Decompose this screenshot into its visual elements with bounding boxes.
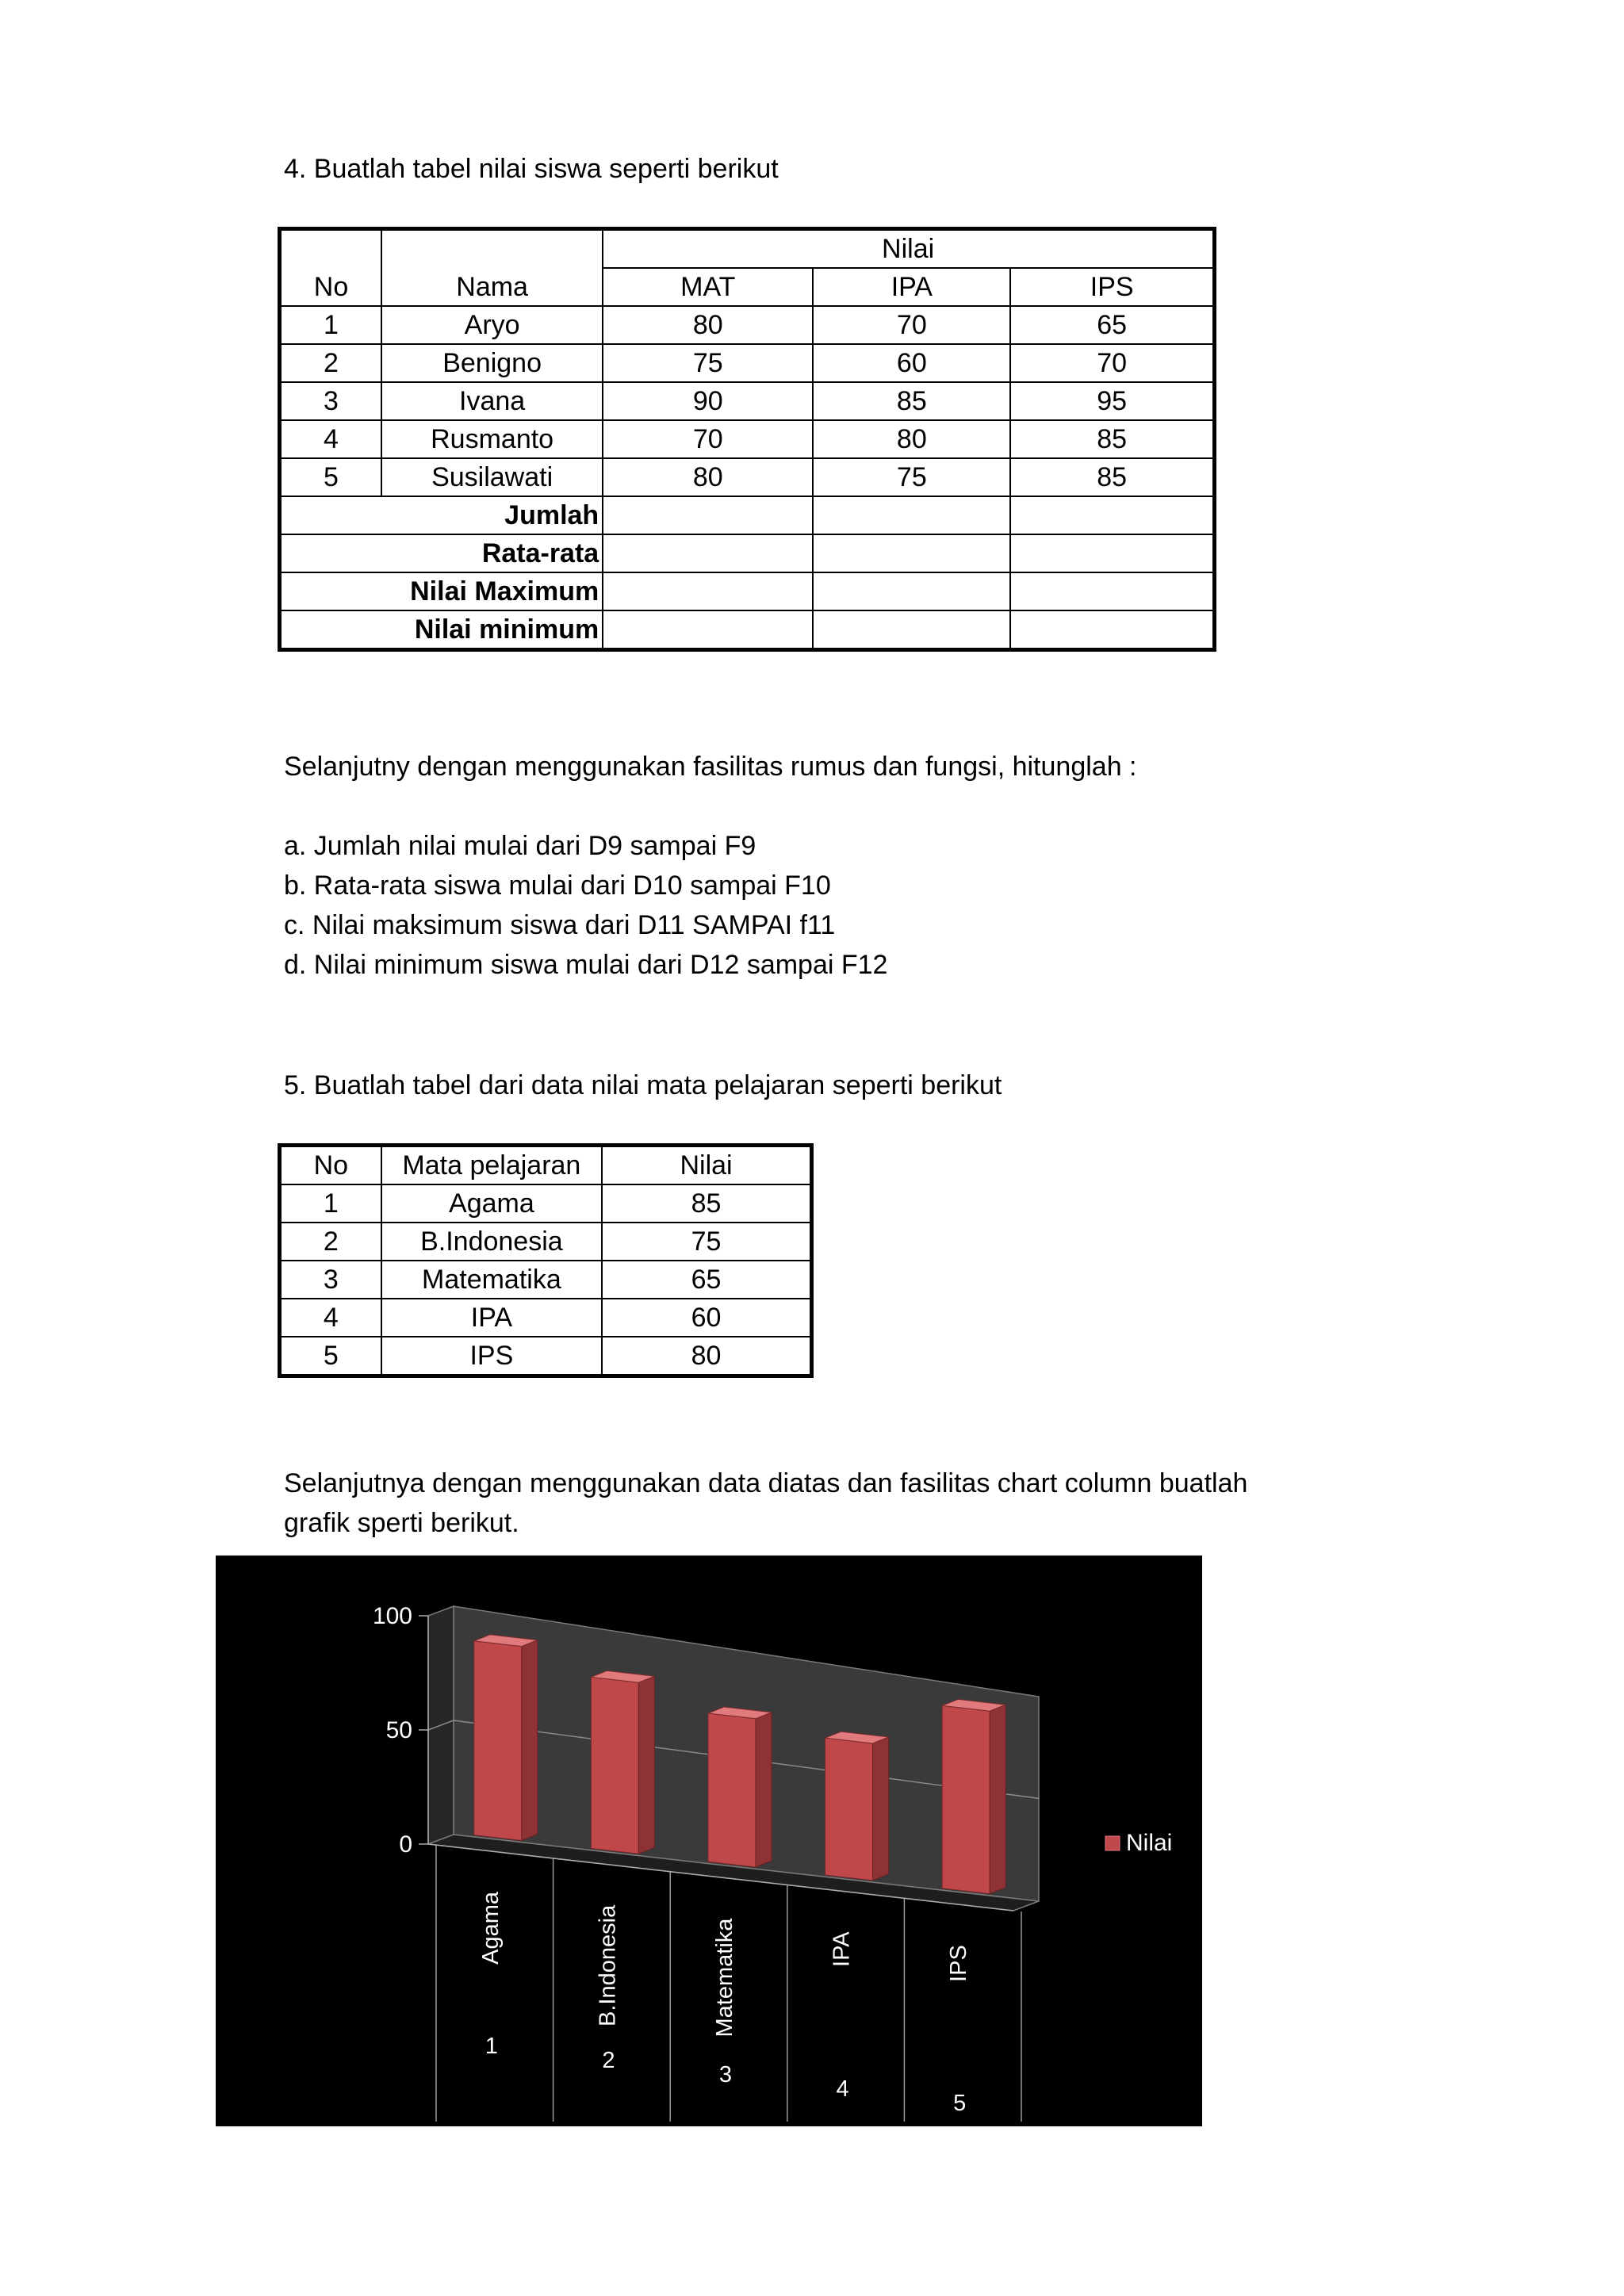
cell-ipa: 85: [813, 382, 1010, 420]
summary-row: [280, 610, 1215, 650]
subject-score-table: [278, 1143, 814, 1378]
bar-side: [990, 1705, 1005, 1893]
cell-nama: Benigno: [381, 344, 603, 382]
bar-front: [591, 1677, 638, 1854]
header-no: No: [280, 268, 382, 306]
cell-ips: 70: [1010, 344, 1214, 382]
bar-side: [873, 1737, 889, 1881]
empty-cell: [813, 572, 1010, 610]
cell-nama: Aryo: [381, 306, 603, 344]
student-score-table: [278, 227, 1216, 652]
empty-cell: [813, 534, 1010, 572]
cell-nilai: 85: [602, 1184, 811, 1223]
header-nama-top: [381, 229, 603, 269]
task4-instruction: Selanjutny dengan menggunakan fasilitas rumus dan fungsi, hitunglah :: [284, 752, 1137, 782]
cell-no: 1: [280, 1184, 381, 1223]
table-row: [280, 1299, 812, 1337]
cell-ipa: 60: [813, 344, 1010, 382]
cell-no: 2: [280, 1223, 381, 1261]
cell-no: 3: [280, 1261, 381, 1299]
empty-cell: [603, 534, 813, 572]
cell-mat: 90: [603, 382, 813, 420]
bar-side: [522, 1640, 538, 1841]
task5-heading: 5. Buatlah tabel dari data nilai mata pelajaran seperti berikut: [284, 1070, 1002, 1100]
summary-label: Rata-rata: [280, 534, 603, 572]
category-number: 2: [602, 2048, 615, 2073]
category-label: Agama: [477, 1891, 504, 1965]
empty-cell: [603, 496, 813, 534]
empty-cell: [813, 496, 1010, 534]
table-row: [280, 344, 1215, 382]
header-mapel: Mata pelajaran: [381, 1146, 602, 1185]
table-row: [280, 1261, 812, 1299]
table-row: [280, 306, 1215, 344]
category-label: B.Indonesia: [595, 1904, 621, 2026]
summary-row: [280, 496, 1215, 534]
table-row: [280, 458, 1215, 496]
cell-nilai: 60: [602, 1299, 811, 1337]
category-label: IPA: [829, 1931, 855, 1967]
y-tick-label: 100: [372, 1603, 412, 1629]
cell-ips: 85: [1010, 420, 1214, 458]
empty-cell: [1010, 610, 1214, 650]
cell-nilai: 65: [602, 1261, 811, 1299]
cell-mapel: B.Indonesia: [381, 1223, 602, 1261]
header-subject: IPS: [1010, 268, 1214, 306]
chart-svg: [216, 1556, 1202, 2126]
task4-heading: 4. Buatlah tabel nilai siswa seperti berikut: [284, 154, 779, 184]
cell-mapel: Matematika: [381, 1261, 602, 1299]
cell-ips: 95: [1010, 382, 1214, 420]
cell-mapel: IPA: [381, 1299, 602, 1337]
task4-item: a. Jumlah nilai mulai dari D9 sampai F9: [284, 831, 756, 861]
cell-ips: 85: [1010, 458, 1214, 496]
column-chart: [216, 1556, 1202, 2126]
cell-nama: Ivana: [381, 382, 603, 420]
bar-side: [638, 1676, 654, 1854]
category-number: 1: [485, 2034, 498, 2059]
cell-mat: 70: [603, 420, 813, 458]
empty-cell: [603, 610, 813, 650]
category-number: 5: [953, 2091, 967, 2116]
task4-item: c. Nilai maksimum siswa dari D11 SAMPAI f11: [284, 910, 836, 940]
cell-no: 5: [280, 1337, 381, 1376]
cell-ips: 65: [1010, 306, 1214, 344]
cell-no: 4: [280, 1299, 381, 1337]
header-nilai: Nilai: [603, 229, 1214, 269]
table-row: [280, 420, 1215, 458]
summary-label: Jumlah: [280, 496, 603, 534]
cell-ipa: 75: [813, 458, 1010, 496]
cell-mapel: IPS: [381, 1337, 602, 1376]
cell-nilai: 80: [602, 1337, 811, 1376]
legend-swatch: [1105, 1836, 1120, 1850]
y-tick-label: 50: [385, 1717, 412, 1743]
cell-mat: 80: [603, 458, 813, 496]
cell-no: 1: [280, 306, 382, 344]
category-number: 3: [718, 2062, 733, 2087]
summary-label: Nilai minimum: [280, 610, 603, 650]
empty-cell: [1010, 496, 1214, 534]
header-no: No: [280, 1146, 381, 1185]
cell-no: 3: [280, 382, 382, 420]
header-subject: MAT: [603, 268, 813, 306]
category-label: Matematika: [712, 1918, 737, 2038]
bar-front: [942, 1705, 990, 1893]
empty-cell: [1010, 572, 1214, 610]
table-row: [280, 1184, 812, 1223]
task5-instruction: Selanjutnya dengan menggunakan data diatas dan fasilitas chart column buatlah grafik sperti berikut.: [284, 1468, 1248, 1538]
header-no-top: [280, 229, 382, 269]
header-nilai: Nilai: [602, 1146, 811, 1185]
cell-mat: 80: [603, 306, 813, 344]
summary-row: [280, 534, 1215, 572]
empty-cell: [603, 572, 813, 610]
cell-ipa: 70: [813, 306, 1010, 344]
table-row: [280, 382, 1215, 420]
cell-mapel: Agama: [381, 1184, 602, 1223]
cell-no: 4: [280, 420, 382, 458]
task4-item: b. Rata-rata siswa mulai dari D10 sampai F10: [284, 871, 831, 901]
empty-cell: [813, 610, 1010, 650]
cell-mat: 75: [603, 344, 813, 382]
table-row: [280, 1337, 812, 1376]
empty-cell: [1010, 534, 1214, 572]
cell-ipa: 80: [813, 420, 1010, 458]
table-row: [280, 1223, 812, 1261]
bar-front: [474, 1641, 522, 1841]
cell-nama: Susilawati: [381, 458, 603, 496]
category-label: IPS: [946, 1945, 972, 1982]
summary-label: Nilai Maximum: [280, 572, 603, 610]
task4-item: d. Nilai minimum siswa mulai dari D12 sampai F12: [284, 950, 888, 980]
cell-nilai: 75: [602, 1223, 811, 1261]
cell-no: 5: [280, 458, 382, 496]
summary-row: [280, 572, 1215, 610]
category-number: 4: [836, 2076, 849, 2102]
header-nama: Nama: [381, 268, 603, 306]
cell-nama: Rusmanto: [381, 420, 603, 458]
bar-front: [708, 1713, 756, 1867]
y-tick-label: 0: [399, 1831, 412, 1858]
header-subject: IPA: [813, 268, 1010, 306]
bar-side: [756, 1712, 772, 1867]
cell-no: 2: [280, 344, 382, 382]
bar-front: [825, 1738, 873, 1881]
legend-label: Nilai: [1126, 1830, 1173, 1856]
